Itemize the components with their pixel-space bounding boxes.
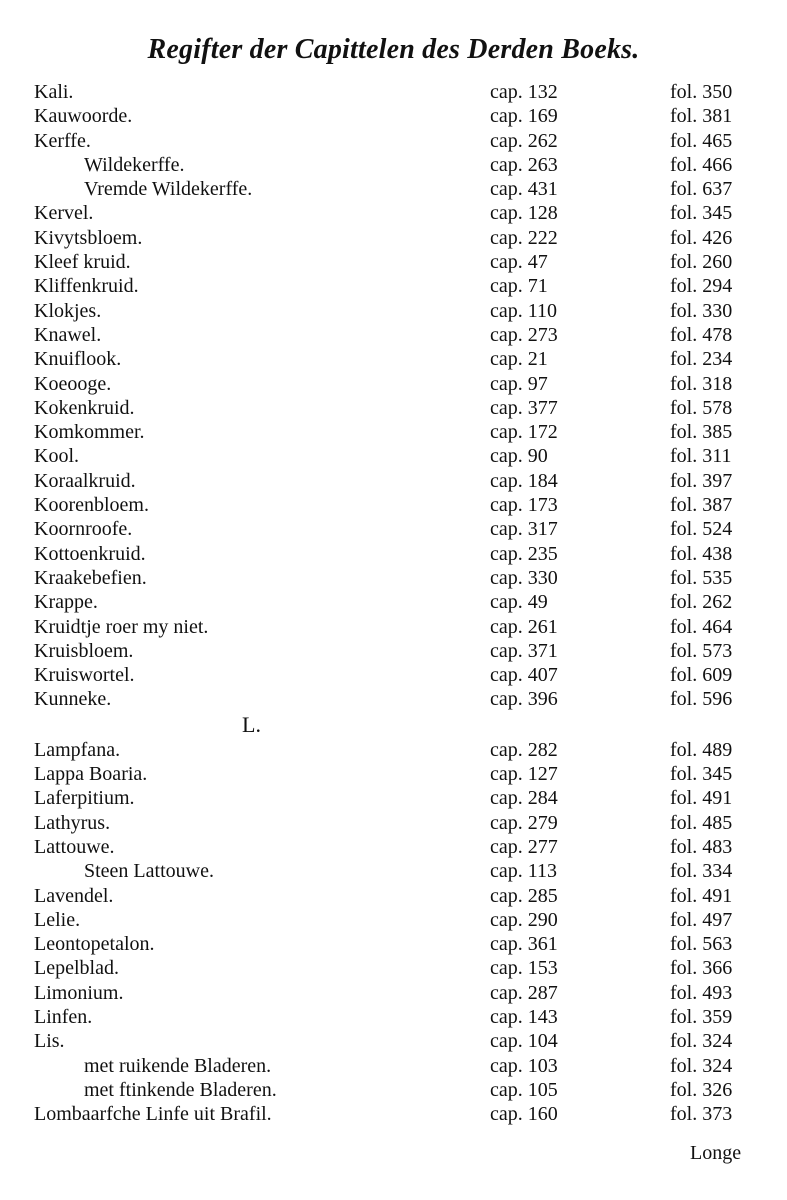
entry-folio: fol. 464 bbox=[670, 615, 733, 638]
entry-chapter: cap. 143 bbox=[490, 1005, 558, 1028]
entry-chapter: cap. 184 bbox=[490, 469, 558, 492]
register-entry bbox=[0, 274, 787, 298]
entry-folio: fol. 483 bbox=[670, 835, 733, 858]
entry-chapter: cap. 127 bbox=[490, 763, 558, 786]
entry-folio: fol. 260 bbox=[670, 251, 733, 274]
entry-chapter: cap. 287 bbox=[490, 981, 558, 1004]
entry-name: Koeooge. bbox=[34, 372, 112, 395]
entry-folio: fol. 318 bbox=[670, 372, 733, 395]
entry-name: Lampfana. bbox=[34, 738, 121, 761]
entry-folio: fol. 465 bbox=[670, 129, 733, 152]
entry-name: Kunneke. bbox=[34, 688, 112, 711]
entry-name: Kali. bbox=[34, 81, 74, 103]
entry-chapter: cap. 47 bbox=[490, 251, 548, 274]
entry-folio: fol. 373 bbox=[670, 1103, 733, 1126]
register-entry bbox=[0, 738, 787, 762]
entry-chapter: cap. 222 bbox=[490, 226, 558, 249]
entry-name: Lavendel. bbox=[34, 884, 114, 907]
entry-folio: fol. 535 bbox=[670, 566, 733, 589]
register-entry bbox=[0, 396, 787, 420]
register-entry bbox=[0, 566, 787, 590]
section-heading-l bbox=[0, 712, 787, 738]
entry-name: Wildekerffe. bbox=[84, 153, 185, 176]
entry-chapter: cap. 282 bbox=[490, 738, 558, 761]
register-entry bbox=[0, 1078, 787, 1102]
entry-name: met ruikende Bladeren. bbox=[84, 1054, 272, 1077]
register-entry bbox=[0, 835, 787, 859]
register-entry bbox=[0, 372, 787, 396]
entry-name: Kruisbloem. bbox=[34, 639, 134, 662]
entry-chapter: cap. 431 bbox=[490, 178, 558, 201]
section-heading-label: L. bbox=[242, 711, 261, 737]
entry-folio: fol. 478 bbox=[670, 323, 733, 346]
entry-folio: fol. 381 bbox=[670, 105, 733, 128]
register-entry bbox=[0, 956, 787, 980]
entry-chapter: cap. 262 bbox=[490, 129, 558, 152]
entry-folio: fol. 438 bbox=[670, 542, 733, 565]
entry-name: Koorenbloem. bbox=[34, 494, 149, 517]
entry-name: Knawel. bbox=[34, 323, 102, 346]
entry-folio: fol. 596 bbox=[670, 688, 733, 711]
entry-name: Kliffenkruid. bbox=[34, 275, 139, 298]
entry-folio: fol. 330 bbox=[670, 299, 733, 322]
entry-name: Kraakebefien. bbox=[34, 566, 147, 589]
register-entry bbox=[0, 517, 787, 541]
register-entry bbox=[0, 615, 787, 639]
entry-folio: fol. 359 bbox=[670, 1005, 733, 1028]
entry-folio: fol. 563 bbox=[670, 933, 733, 956]
entry-name: Kleef kruid. bbox=[34, 251, 131, 274]
entry-folio: fol. 262 bbox=[670, 591, 733, 614]
entry-chapter: cap. 371 bbox=[490, 639, 558, 662]
section-l-rows bbox=[0, 738, 787, 1127]
entry-folio: fol. 387 bbox=[670, 494, 733, 517]
entry-chapter: cap. 104 bbox=[490, 1030, 558, 1053]
entry-folio: fol. 578 bbox=[670, 396, 733, 419]
register-entry bbox=[0, 859, 787, 883]
entry-chapter: cap. 261 bbox=[490, 615, 558, 638]
entry-chapter: cap. 396 bbox=[490, 688, 558, 711]
register-entry bbox=[0, 1005, 787, 1029]
entry-folio: fol. 489 bbox=[670, 738, 733, 761]
entry-name: Lombaarfche Linfe uit Brafil. bbox=[34, 1103, 272, 1126]
entry-folio: fol. 573 bbox=[670, 639, 733, 662]
register-entry bbox=[0, 762, 787, 786]
register-entry bbox=[0, 663, 787, 687]
register-entry bbox=[0, 129, 787, 153]
entry-chapter: cap. 273 bbox=[490, 323, 558, 346]
register-entry bbox=[0, 639, 787, 663]
entry-name: Vremde Wildekerffe. bbox=[84, 178, 253, 201]
entry-name: Lis. bbox=[34, 1030, 65, 1053]
entry-name: Lelie. bbox=[34, 908, 81, 931]
register-entry bbox=[0, 80, 787, 104]
entry-name: Linfen. bbox=[34, 1005, 93, 1028]
entry-name: Kokenkruid. bbox=[34, 396, 135, 419]
entry-chapter: cap. 90 bbox=[490, 445, 548, 468]
entry-chapter: cap. 132 bbox=[490, 81, 558, 103]
entry-folio: fol. 637 bbox=[670, 178, 733, 201]
entry-chapter: cap. 113 bbox=[490, 860, 558, 883]
entry-chapter: cap. 317 bbox=[490, 518, 558, 541]
entry-chapter: cap. 21 bbox=[490, 348, 548, 371]
entry-folio: fol. 491 bbox=[670, 884, 733, 907]
entry-folio: fol. 326 bbox=[670, 1078, 733, 1101]
entry-name: Kauwoorde. bbox=[34, 105, 133, 128]
entry-name: Kerffe. bbox=[34, 129, 91, 152]
register-entry bbox=[0, 687, 787, 711]
entry-name: Kool. bbox=[34, 445, 79, 468]
entry-folio: fol. 234 bbox=[670, 348, 733, 371]
entry-chapter: cap. 330 bbox=[490, 566, 558, 589]
register-entry bbox=[0, 250, 787, 274]
entry-folio: fol. 385 bbox=[670, 421, 733, 444]
entry-folio: fol. 311 bbox=[670, 445, 732, 468]
register-entry bbox=[0, 201, 787, 225]
register-entry bbox=[0, 226, 787, 250]
entry-name: Steen Lattouwe. bbox=[84, 860, 214, 883]
register-entry bbox=[0, 1054, 787, 1078]
entry-chapter: cap. 284 bbox=[490, 787, 558, 810]
entry-name: Knuiflook. bbox=[34, 348, 122, 371]
register-entry bbox=[0, 884, 787, 908]
entry-folio: fol. 350 bbox=[670, 81, 733, 103]
register-entry bbox=[0, 590, 787, 614]
section-k-rows bbox=[0, 80, 787, 712]
entry-folio: fol. 324 bbox=[670, 1030, 733, 1053]
entry-folio: fol. 491 bbox=[670, 787, 733, 810]
register-entry bbox=[0, 347, 787, 371]
entry-chapter: cap. 285 bbox=[490, 884, 558, 907]
entry-chapter: cap. 277 bbox=[490, 835, 558, 858]
entry-name: Klokjes. bbox=[34, 299, 102, 322]
entry-chapter: cap. 103 bbox=[490, 1054, 558, 1077]
entry-chapter: cap. 105 bbox=[490, 1078, 558, 1101]
entry-name: Lathyrus. bbox=[34, 811, 111, 834]
entry-name: Kivytsbloem. bbox=[34, 226, 143, 249]
entry-folio: fol. 466 bbox=[670, 153, 733, 176]
register-entry bbox=[0, 1029, 787, 1053]
entry-folio: fol. 485 bbox=[670, 811, 733, 834]
entry-folio: fol. 524 bbox=[670, 518, 733, 541]
entry-name: Limonium. bbox=[34, 981, 124, 1004]
register-entry bbox=[0, 153, 787, 177]
entry-name: Kruidtje roer my niet. bbox=[34, 615, 209, 638]
entry-folio: fol. 497 bbox=[670, 908, 733, 931]
register-entry bbox=[0, 420, 787, 444]
entry-name: Kottoenkruid. bbox=[34, 542, 146, 565]
entry-chapter: cap. 377 bbox=[490, 396, 558, 419]
register-entry bbox=[0, 177, 787, 201]
entry-name: met ftinkende Bladeren. bbox=[84, 1078, 277, 1101]
entry-chapter: cap. 128 bbox=[490, 202, 558, 225]
entry-chapter: cap. 407 bbox=[490, 664, 558, 687]
entry-name: Lappa Boaria. bbox=[34, 763, 148, 786]
entry-name: Leontopetalon. bbox=[34, 933, 155, 956]
entry-chapter: cap. 172 bbox=[490, 421, 558, 444]
catchword: Longe bbox=[690, 1142, 742, 1164]
entry-chapter: cap. 153 bbox=[490, 957, 558, 980]
register-entry bbox=[0, 469, 787, 493]
entry-folio: fol. 334 bbox=[670, 860, 733, 883]
entry-folio: fol. 345 bbox=[670, 763, 733, 786]
entry-folio: fol. 324 bbox=[670, 1054, 733, 1077]
entry-folio: fol. 366 bbox=[670, 957, 733, 980]
register-entry bbox=[0, 323, 787, 347]
entry-folio: fol. 493 bbox=[670, 981, 733, 1004]
page-title: Regifter der Capittelen des Derden Boeks. bbox=[147, 34, 640, 65]
entry-name: Krappe. bbox=[34, 591, 98, 614]
register-entry bbox=[0, 981, 787, 1005]
entry-chapter: cap. 235 bbox=[490, 542, 558, 565]
entry-folio: fol. 294 bbox=[670, 275, 733, 298]
entry-chapter: cap. 263 bbox=[490, 153, 558, 176]
entry-folio: fol. 609 bbox=[670, 664, 733, 687]
register-entry bbox=[0, 1102, 787, 1126]
entry-name: Koraalkruid. bbox=[34, 469, 136, 492]
entry-chapter: cap. 110 bbox=[490, 299, 558, 322]
entry-name: Lepelblad. bbox=[34, 957, 119, 980]
entry-folio: fol. 397 bbox=[670, 469, 733, 492]
entry-chapter: cap. 97 bbox=[490, 372, 548, 395]
register-entry bbox=[0, 444, 787, 468]
register-list bbox=[0, 80, 787, 1126]
entry-name: Laferpitium. bbox=[34, 787, 135, 810]
entry-folio: fol. 426 bbox=[670, 226, 733, 249]
register-entry bbox=[0, 299, 787, 323]
entry-name: Koornroofe. bbox=[34, 518, 133, 541]
entry-chapter: cap. 361 bbox=[490, 933, 558, 956]
entry-chapter: cap. 290 bbox=[490, 908, 558, 931]
entry-chapter: cap. 169 bbox=[490, 105, 558, 128]
register-entry bbox=[0, 542, 787, 566]
entry-chapter: cap. 71 bbox=[490, 275, 548, 298]
entry-folio: fol. 345 bbox=[670, 202, 733, 225]
register-entry bbox=[0, 786, 787, 810]
entry-name: Kervel. bbox=[34, 202, 94, 225]
register-entry bbox=[0, 908, 787, 932]
entry-chapter: cap. 279 bbox=[490, 811, 558, 834]
entry-name: Kruiswortel. bbox=[34, 664, 135, 687]
entry-name: Lattouwe. bbox=[34, 835, 115, 858]
register-entry bbox=[0, 811, 787, 835]
register-entry bbox=[0, 932, 787, 956]
entry-chapter: cap. 160 bbox=[490, 1103, 558, 1126]
entry-chapter: cap. 173 bbox=[490, 494, 558, 517]
register-entry bbox=[0, 493, 787, 517]
entry-name: Komkommer. bbox=[34, 421, 145, 444]
register-entry bbox=[0, 104, 787, 128]
entry-chapter: cap. 49 bbox=[490, 591, 548, 614]
